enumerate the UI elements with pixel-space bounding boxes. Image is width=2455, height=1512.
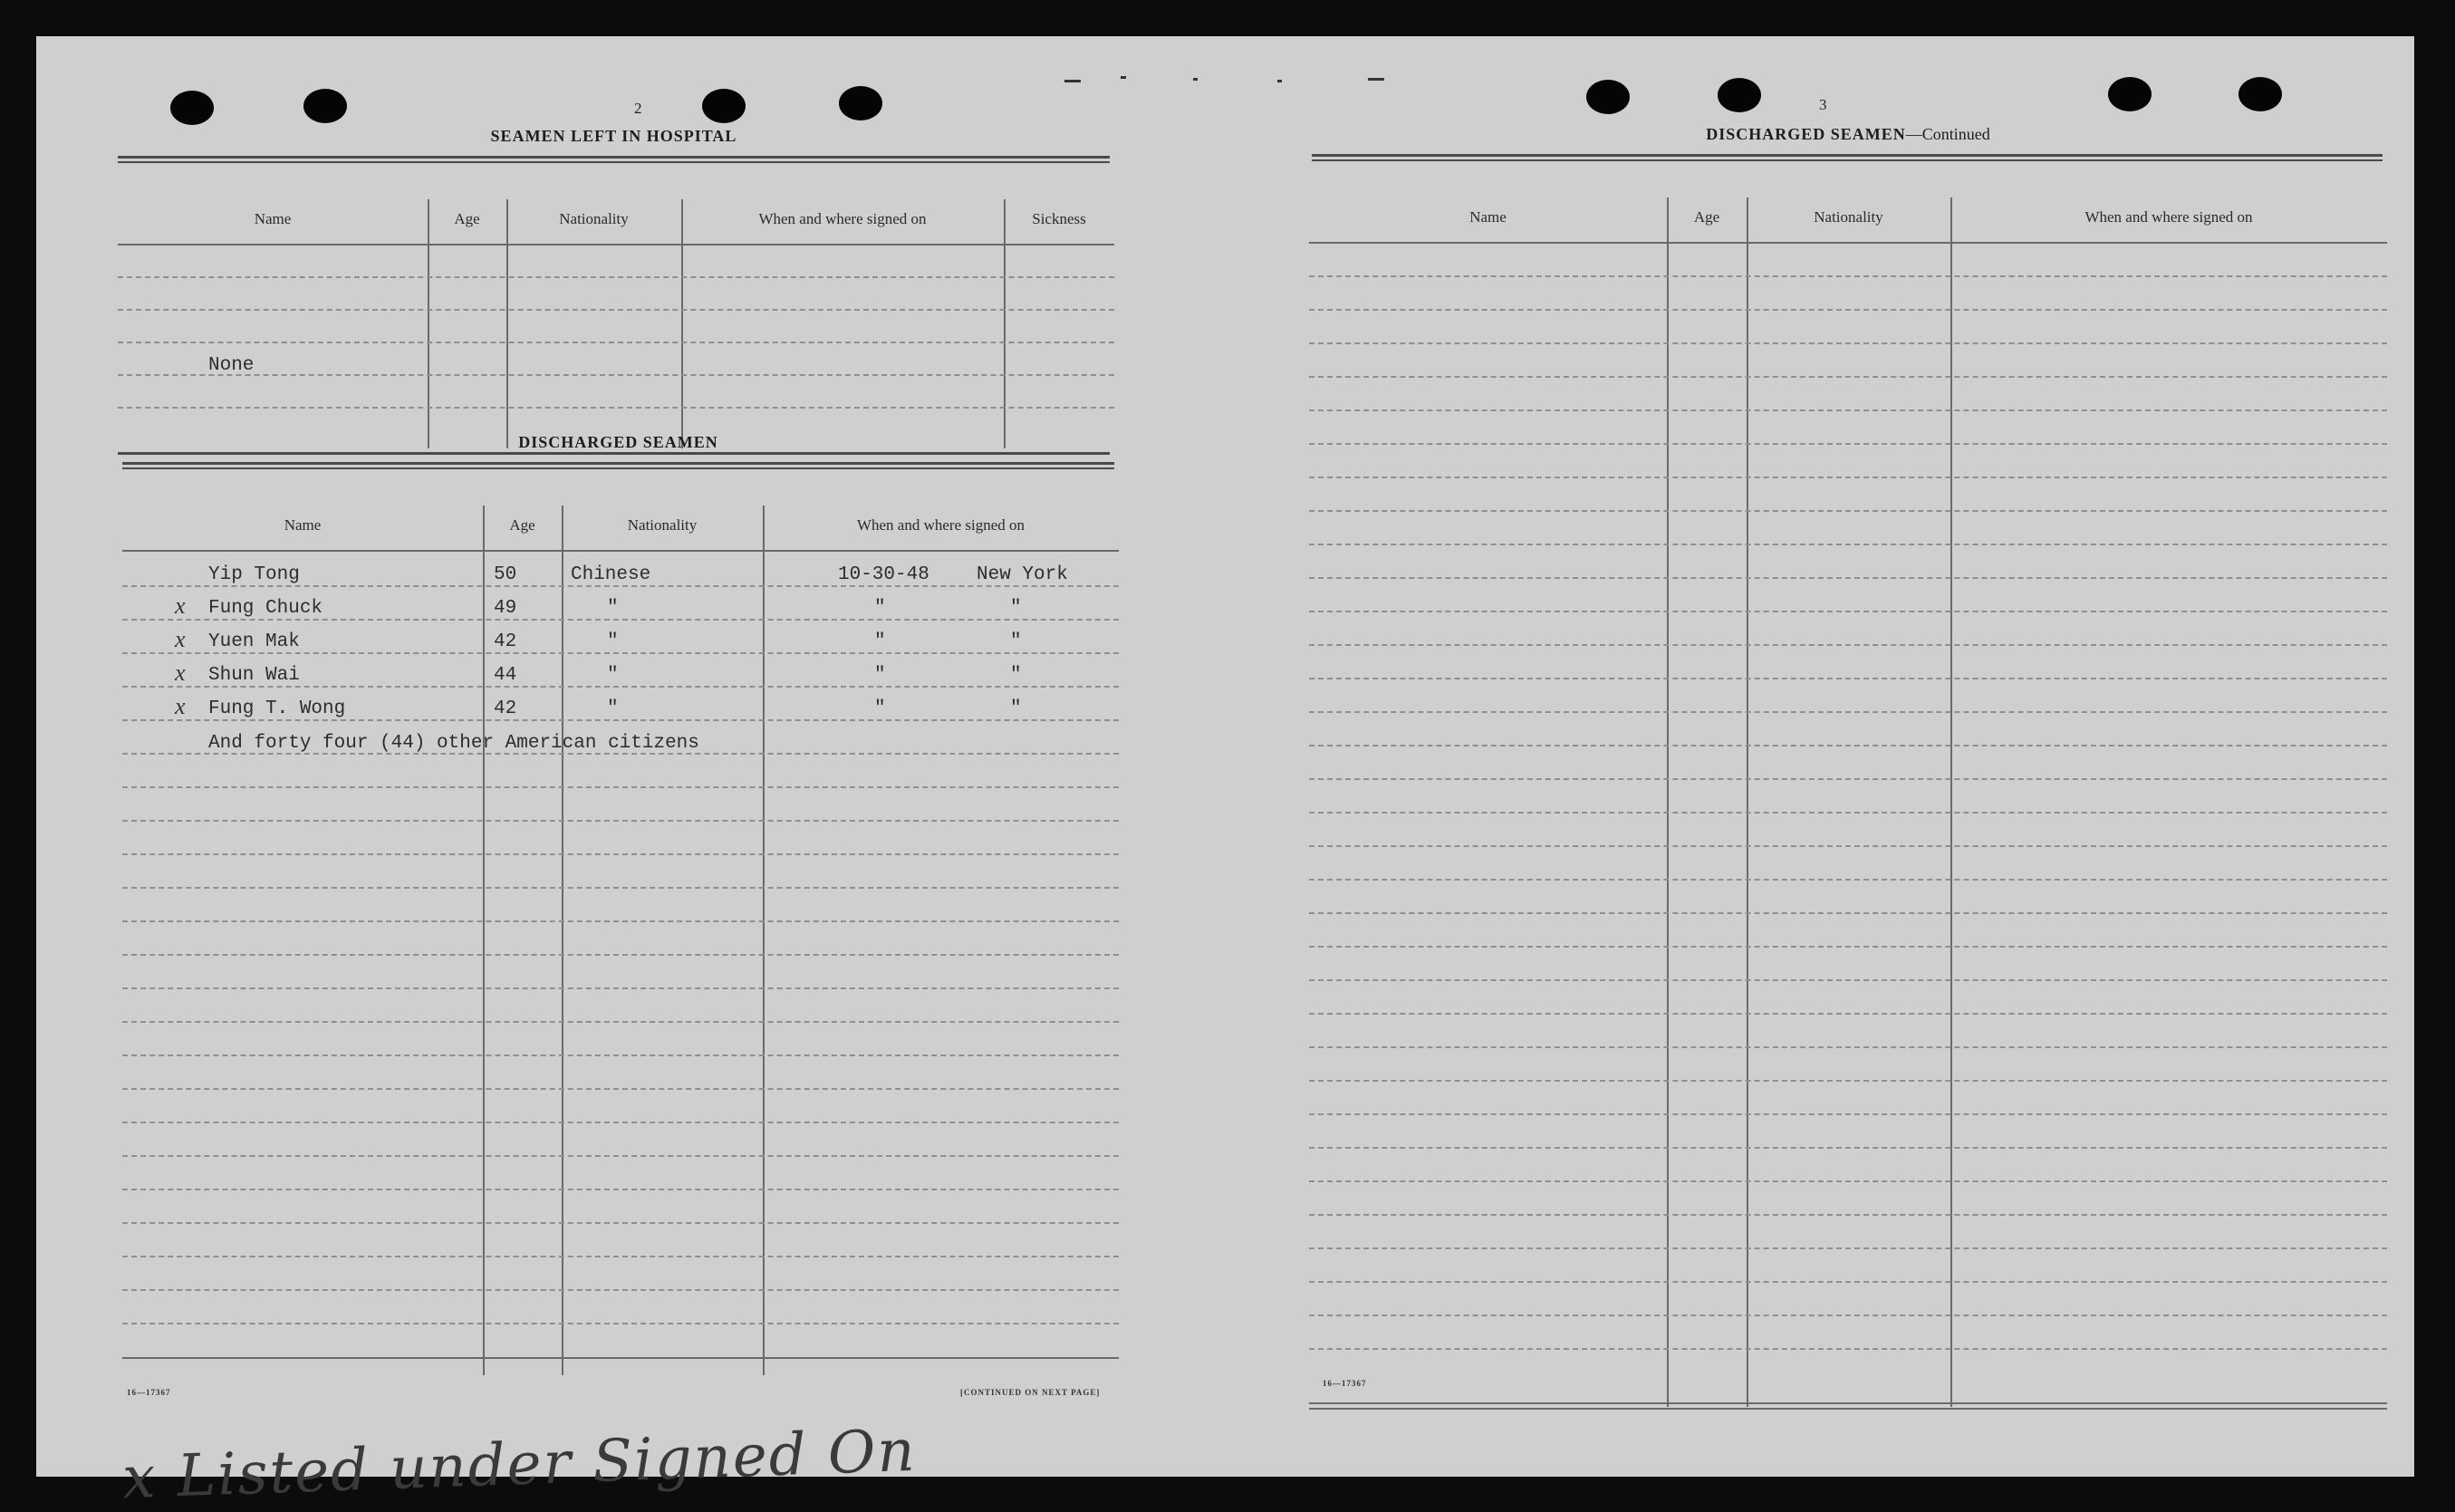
column-header-age: Age: [1693, 208, 1720, 226]
column-header-name: Name: [284, 516, 322, 534]
column-header-name: Name: [1469, 208, 1507, 226]
signed-on-place: New York: [977, 564, 1068, 585]
column-header-name: Name: [254, 210, 292, 227]
section-title-suffix: —Continued: [1905, 125, 1990, 143]
column-header-signed-on: When and where signed on: [2084, 208, 2253, 226]
check-mark: x: [175, 660, 186, 686]
punch-hole: [1586, 80, 1630, 114]
column-header-sickness: Sickness: [1032, 210, 1086, 227]
form-number: 16—17367: [1323, 1379, 1367, 1388]
punch-hole: [2108, 77, 2152, 111]
column-header-signed-on: When and where signed on: [758, 210, 927, 227]
column-header-age: Age: [454, 210, 480, 227]
hospital-section-title: SEAMEN LEFT IN HOSPITAL: [490, 127, 737, 145]
page-number: 3: [1819, 96, 1827, 113]
seaman-nationality: ": [607, 665, 619, 686]
signed-on-place: ": [1010, 665, 1022, 686]
check-mark: x: [175, 626, 186, 652]
seaman-name: Fung Chuck: [208, 598, 323, 619]
seaman-age: 50: [494, 564, 517, 585]
punch-hole: [303, 89, 347, 123]
discharged-table: [122, 469, 1119, 1375]
signed-on-date: ": [874, 631, 886, 652]
handwritten-note: x Listed under Signed On: [120, 1417, 918, 1512]
punch-hole: [839, 86, 882, 120]
signed-on-place: ": [1010, 631, 1022, 652]
signed-on-place: ": [1010, 698, 1022, 719]
signed-on-date: ": [874, 598, 886, 619]
signed-on-date: 10-30-48: [838, 564, 929, 585]
continued-table: [1309, 161, 2387, 1411]
discharged-section-title: DISCHARGED SEAMEN: [518, 433, 718, 451]
seaman-age: 42: [494, 631, 517, 652]
punch-hole: [1718, 78, 1761, 112]
page-number: 2: [634, 100, 642, 117]
column-header-nationality: Nationality: [559, 210, 629, 227]
punch-hole: [702, 89, 746, 123]
hospital-table: [118, 163, 1114, 453]
seaman-name: Shun Wai: [208, 665, 300, 686]
continued-note: [CONTINUED ON NEXT PAGE]: [960, 1388, 1101, 1397]
signed-on-date: ": [874, 665, 886, 686]
seaman-nationality: ": [607, 598, 619, 619]
section-title-text: DISCHARGED SEAMEN: [1706, 125, 1906, 143]
seaman-name: Yip Tong: [208, 564, 300, 585]
summary-line: And forty four (44) other American citizens: [208, 733, 699, 754]
check-mark: x: [175, 693, 186, 719]
signed-on-place: ": [1010, 598, 1022, 619]
punch-hole: [170, 91, 214, 125]
seaman-nationality: ": [607, 698, 619, 719]
seaman-nationality: ": [607, 631, 619, 652]
column-header-nationality: Nationality: [627, 516, 698, 534]
seaman-name: Fung T. Wong: [208, 698, 346, 719]
document-sheet: [36, 36, 2414, 1512]
seaman-age: 42: [494, 698, 517, 719]
column-header-age: Age: [509, 516, 535, 534]
hospital-none-entry: None: [208, 355, 255, 376]
punch-hole: [2238, 77, 2282, 111]
column-header-signed-on: When and where signed on: [856, 516, 1025, 534]
seaman-name: Yuen Mak: [208, 631, 300, 652]
seaman-nationality: Chinese: [571, 564, 651, 585]
column-header-nationality: Nationality: [1814, 208, 1883, 226]
check-mark: x: [175, 592, 186, 619]
seaman-age: 44: [494, 665, 517, 686]
seaman-age: 49: [494, 598, 517, 619]
continued-section-title: [1309, 125, 2387, 144]
form-number: 16—17367: [127, 1388, 171, 1397]
signed-on-date: ": [874, 698, 886, 719]
